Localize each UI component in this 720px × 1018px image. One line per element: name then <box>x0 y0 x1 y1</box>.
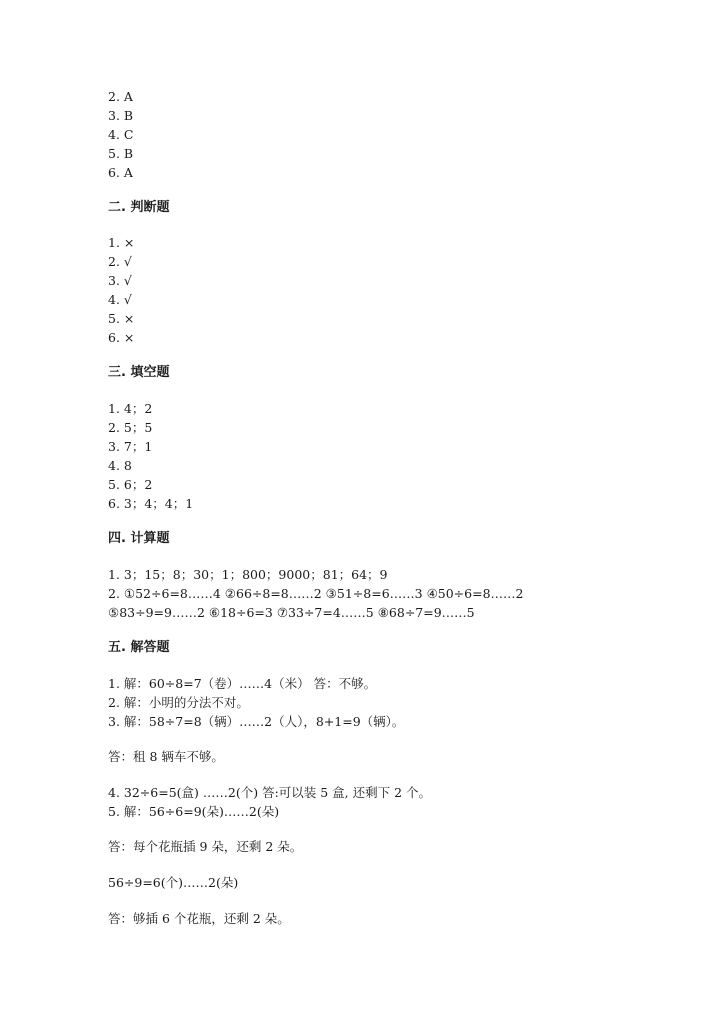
choice-answer-3: 3. B <box>108 108 134 123</box>
section-heading-calculation: 四. 计算题 <box>108 531 170 546</box>
word-problem-answer-5: 5. 解：56÷6=9(朵)……2(朵) <box>108 804 280 819</box>
section-heading-judgement: 二. 判断题 <box>108 200 170 215</box>
calculation-answer-2: 2. ①52÷6=8……4 ②66÷8=8……2 ③51÷8=6……3 ④50÷6=8……2 <box>108 586 524 601</box>
word-problem-answer-5-step-2: 56÷9=6(个)……2(朵) <box>108 875 239 890</box>
word-problem-answer-2: 2. 解：小明的分法不对。 <box>108 695 249 710</box>
fill-blank-answer-3: 3. 7；1 <box>108 439 153 454</box>
word-problem-answer-4: 4. 32÷6=5(盒) ……2(个) 答:可以装 5 盒, 还剩下 2 个。 <box>108 785 432 800</box>
judgement-answer-4: 4. √ <box>108 292 132 307</box>
fill-blank-answer-5: 5. 6；2 <box>108 477 153 492</box>
judgement-answer-3: 3. √ <box>108 273 132 288</box>
word-problem-answer-5-conclusion-2: 答：够插 6 个花瓶，还剩 2 朵。 <box>108 911 290 926</box>
word-problem-answer-3: 3. 解：58÷7=8（辆）……2（人），8+1=9（辆）。 <box>108 714 405 729</box>
calculation-answer-2-cont: ⑤83÷9=9……2 ⑥18÷6=3 ⑦33÷7=4……5 ⑧68÷7=9……5 <box>108 605 475 620</box>
section-heading-fill-blank: 三. 填空题 <box>108 365 170 380</box>
choice-answer-5: 5. B <box>108 146 134 161</box>
section-heading-word-problems: 五. 解答题 <box>108 640 170 655</box>
word-problem-answer-3-conclusion: 答：租 8 辆车不够。 <box>108 749 224 764</box>
fill-blank-answer-6: 6. 3；4；4；1 <box>108 496 194 511</box>
choice-answer-4: 4. C <box>108 127 134 142</box>
choice-answer-2: 2. A <box>108 89 133 104</box>
judgement-answer-6: 6. × <box>108 330 135 345</box>
fill-blank-answer-2: 2. 5；5 <box>108 420 153 435</box>
fill-blank-answer-4: 4. 8 <box>108 458 132 473</box>
judgement-answer-5: 5. × <box>108 311 135 326</box>
choice-answer-6: 6. A <box>108 165 133 180</box>
word-problem-answer-5-conclusion-1: 答：每个花瓶插 9 朵，还剩 2 朵。 <box>108 839 303 854</box>
word-problem-answer-1: 1. 解：60÷8=7（卷）……4（米） 答：不够。 <box>108 676 377 691</box>
calculation-answer-1: 1. 3；15；8；30；1；800；9000；81；64；9 <box>108 567 388 582</box>
judgement-answer-1: 1. × <box>108 235 135 250</box>
fill-blank-answer-1: 1. 4；2 <box>108 401 153 416</box>
judgement-answer-2: 2. √ <box>108 254 132 269</box>
